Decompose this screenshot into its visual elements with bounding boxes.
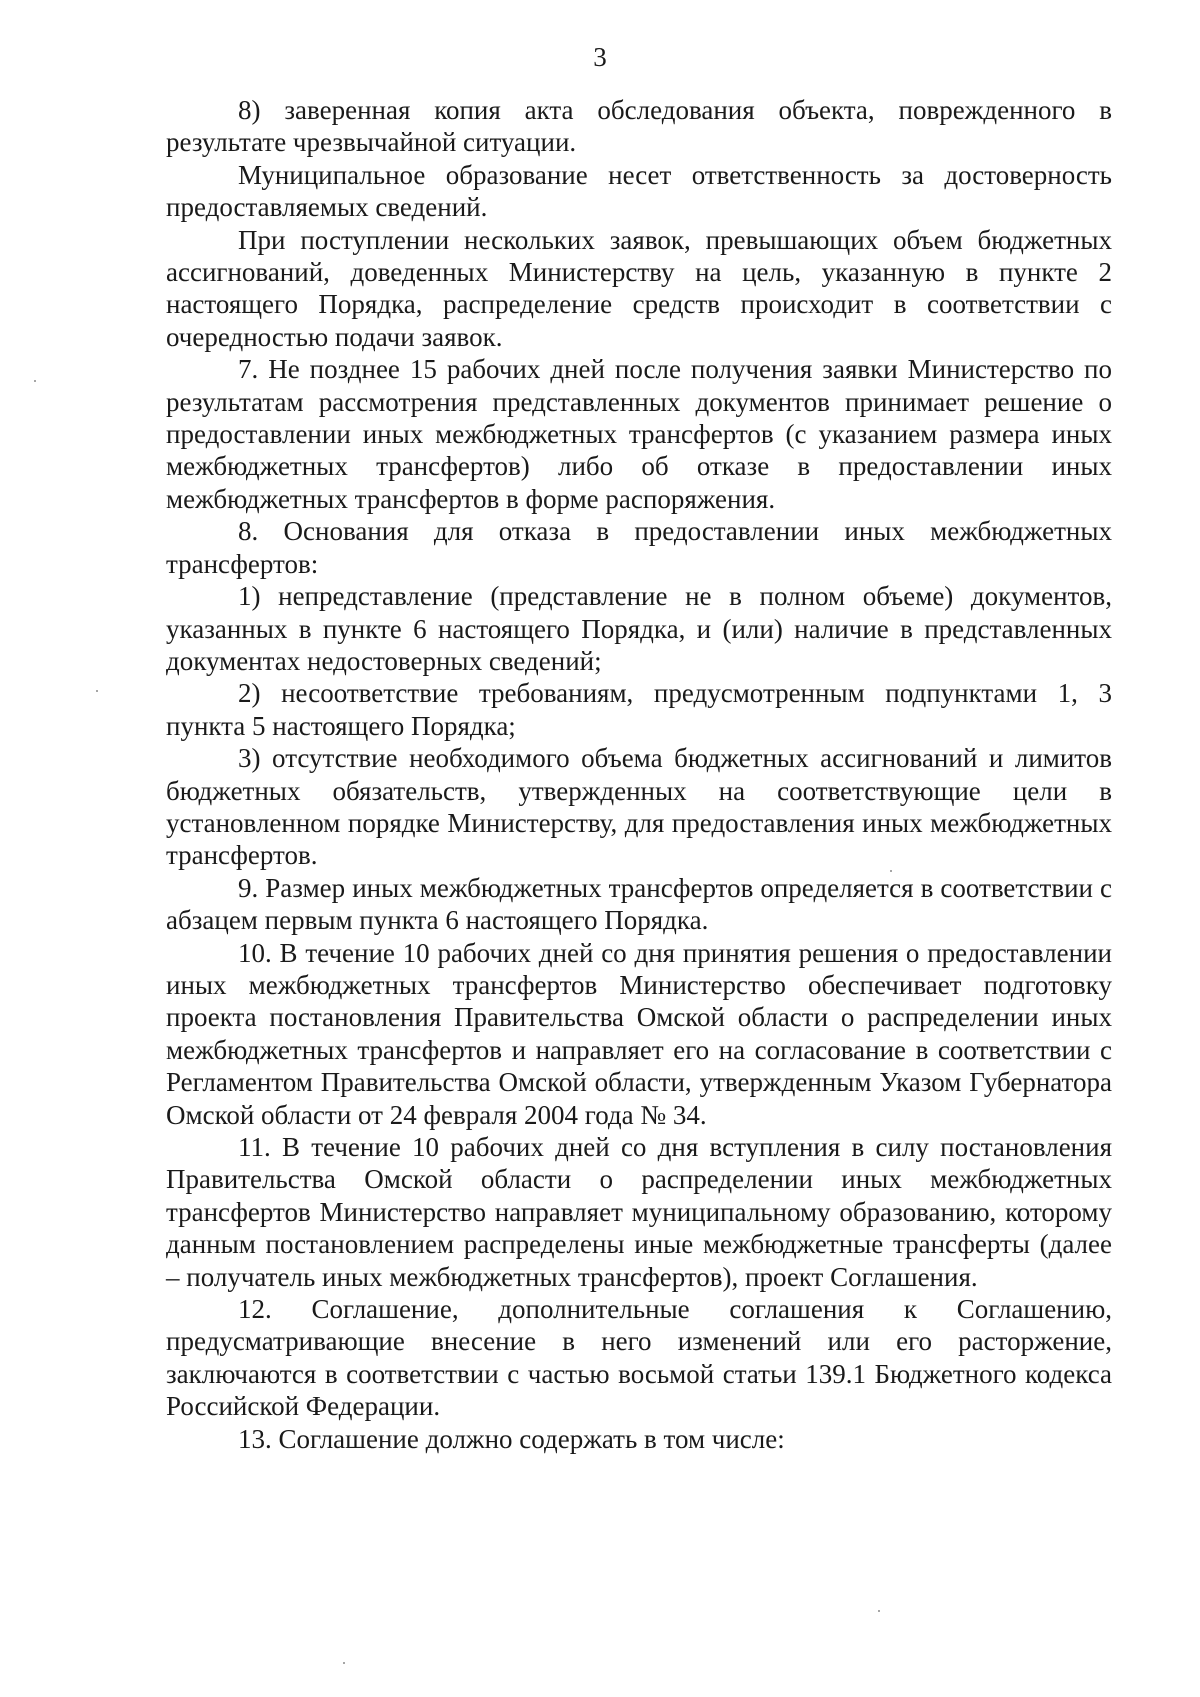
paragraph-item-8-act-copy: 8) заверенная копия акта обследования объекта, поврежденного в результате чрезвычайной ситуации.: [166, 95, 1112, 158]
paragraph-clause-8-item-1: 1) непредставление (представление не в полном объеме) документов, указанных в пункте 6 настоящего Порядка, и (или) наличие в представленных документах недостоверных сведений;: [166, 581, 1112, 676]
scan-speck: [343, 1662, 345, 1664]
scan-speck: [878, 1610, 880, 1612]
paragraph-responsibility: Муниципальное образование несет ответственность за достоверность предоставляемых сведений.: [166, 159, 1112, 223]
paragraph-clause-9: 9. Размер иных межбюджетных трансфертов определяется в соответствии с абзацем первым пункта 6 настоящего Порядка.: [166, 872, 1112, 936]
paragraph-clause-12: 12. Соглашение, дополнительные соглашения к Соглашению, предусматривающие внесение в него изменений или его расторжение, заключаются в соответствии с частью восьмой статьи 139.1 Бюджетного кодекса Российской Федерации.: [166, 1294, 1112, 1422]
paragraph-multiple-applications: При поступлении нескольких заявок, превышающих объем бюджетных ассигнований, доведенных Министерству на цель, указанную в пункте 2 настоящего Порядка, распределение средств происходит в соответствии с очередностью подачи заявок.: [166, 224, 1112, 352]
paragraph-clause-7: 7. Не позднее 15 рабочих дней после получения заявки Министерство по результатам рассмотрения представленных документов принимает решение о предоставлении иных межбюджетных трансфертов (с указанием размера иных межбюджетных трансфертов) либо об отказе в предоставлении иных межбюджетных трансфертов в форме распоряжения.: [166, 354, 1112, 514]
paragraph-clause-8-item-2: 2) несоответствие требованиям, предусмотренным подпунктами 1, 3 пункта 5 настоящего Порядка;: [166, 678, 1112, 741]
paragraph-clause-13: 13. Соглашение должно содержать в том числе:: [238, 1423, 785, 1454]
paragraph-clause-10: 10. В течение 10 рабочих дней со дня принятия решения о предоставлении иных межбюджетных трансфертов Министерство обеспечивает подготовку проекта постановления Правительства Омской области о распределении иных межбюджетных трансфертов и направляет его на согласование в соответствии с Регламентом Правительства Омской области, утвержденным Указом Губернатора Омской области от 24 февраля 2004 года № 34.: [166, 937, 1112, 1130]
document-body: [166, 94, 1112, 1455]
paragraph-clause-8: 8. Основания для отказа в предоставлении иных межбюджетных трансфертов:: [166, 516, 1112, 579]
scan-speck: [34, 380, 36, 382]
paragraph-clause-11: 11. В течение 10 рабочих дней со дня вступления в силу постановления Правительства Омской области о распределении иных межбюджетных трансфертов Министерство направляет муниципальному образованию, которому данным постановлением распределены иные межбюджетные трансферты (далее – получатель иных межбюджетных трансфертов), проект Соглашения.: [166, 1132, 1112, 1292]
scan-speck: [96, 690, 98, 692]
page-number: 3: [593, 42, 607, 72]
paragraph-clause-8-item-3: 3) отсутствие необходимого объема бюджетных ассигнований и лимитов бюджетных обязательств, утвержденных на соответствующие цели в установленном порядке Министерству, для предоставления иных межбюджетных трансфертов.: [166, 743, 1112, 871]
scan-speck: [890, 870, 892, 872]
